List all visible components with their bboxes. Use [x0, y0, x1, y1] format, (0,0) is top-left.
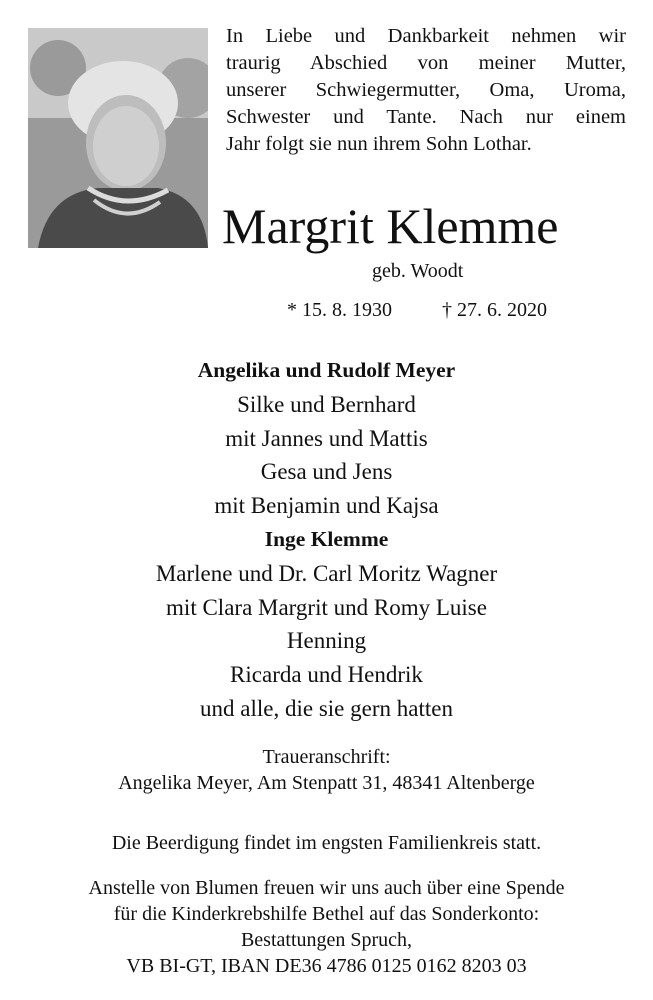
donation-line: für die Kinderkrebshilfe Bethel auf das Sonderkonto:: [113, 903, 540, 925]
mourner-line: Henning: [286, 628, 367, 654]
address-label: Traueranschrift:: [262, 746, 391, 768]
intro-line: Jahr folgt sie nun ihrem Sohn Lothar.: [226, 133, 532, 155]
funeral-note-text: Die Beerdigung findet im engsten Familienkreis statt.: [111, 832, 542, 854]
mourner-line: mit Clara Margrit und Romy Luise: [166, 594, 487, 620]
portrait-photo: [28, 28, 208, 248]
intro-line: In Liebe und Dankbarkeit nehmen wir: [226, 25, 626, 47]
address-value: Angelika Meyer, Am Stenpatt 31, 48341 Altenberge: [118, 772, 535, 794]
donation-line: Anstelle von Blumen freuen wir uns auch über eine Spende: [88, 877, 565, 899]
mourner-household-head: Angelika und Rudolf Meyer: [197, 358, 456, 382]
mourner-line: und alle, die sie gern hatten: [200, 695, 453, 721]
donation-line: VB BI-GT, IBAN DE36 4786 0125 0162 8203 03: [126, 955, 527, 977]
mourner-line: Gesa und Jens: [260, 459, 393, 485]
funeral-note: [0, 830, 653, 856]
deceased-name: Margrit Klemme: [222, 198, 559, 254]
mourner-line: Marlene und Dr. Carl Moritz Wagner: [155, 560, 498, 586]
mourners-list: [0, 354, 653, 726]
donation-note: [0, 875, 653, 979]
mourner-line: Silke und Bernhard: [237, 391, 416, 417]
mourner-line: mit Jannes und Mattis: [225, 425, 428, 451]
intro-line: traurig Abschied von meiner Mutter,: [226, 52, 626, 74]
mourning-address: [0, 744, 653, 796]
birth-name: geb. Woodt: [372, 260, 464, 282]
donation-line: Bestattungen Spruch,: [240, 929, 413, 951]
mourner-line: Ricarda und Hendrik: [230, 662, 423, 688]
intro-line: unserer Schwiegermutter, Oma, Uroma,: [226, 79, 626, 101]
intro-text: [226, 23, 626, 158]
mourner-household-head: Inge Klemme: [264, 526, 389, 551]
intro-line: Schwester und Tante. Nach nur einem: [226, 106, 626, 128]
mourner-line: mit Benjamin und Kajsa: [214, 493, 439, 519]
portrait-icon: [28, 28, 208, 248]
birth-date: * 15. 8. 1930: [287, 299, 392, 321]
death-date: † 27. 6. 2020: [442, 299, 547, 321]
